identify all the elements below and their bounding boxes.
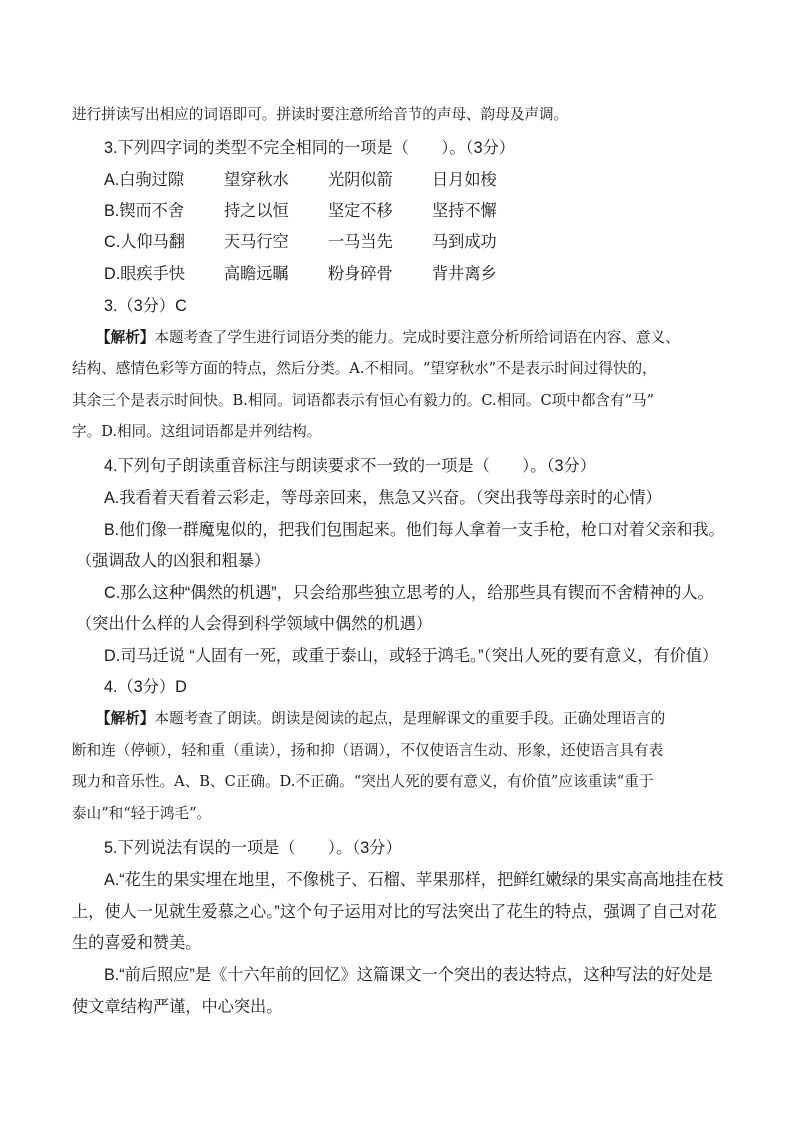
question-5-option-a-cont-2: 生的喜爱和赞美。 xyxy=(72,934,202,952)
option-d-1: D.眼疾手快 xyxy=(104,265,185,283)
option-d-3: 粉身碎骨 xyxy=(328,265,393,283)
question-4: 4.下列句子朗读重音标注与朗读要求不一致的一项是（ ）。（3分） xyxy=(104,457,596,475)
analysis-text: 本题考查了学生进行词语分类的能力。完成时要注意分析所给词语在内容、意义、 xyxy=(154,329,680,346)
question-3: 3.下列四字词的类型不完全相同的一项是（ ）。（3分） xyxy=(104,139,515,157)
question-4-option-b: B.他们像一群魔鬼似的，把我们包围起来。他们每人拿着一支手枪，枪口对着父亲和我。 xyxy=(104,521,725,539)
analysis-3-line-3: 其余三个是表示时间快。B.相同。词语都表示有恒心有毅力的。C.相同。C项中都含有“马” xyxy=(72,392,655,409)
question-5-option-b-cont: 使文章结构严谨，中心突出。 xyxy=(72,998,283,1016)
question-5-option-a: A.“花生的果实埋在地里，不像桃子、石榴、苹果那样，把鲜红嫩绿的果实高高地挂在枝 xyxy=(104,871,724,889)
question-4-option-c-note: （突出什么样的人会得到科学领域中偶然的机遇） xyxy=(76,615,433,633)
option-b-4: 坚持不懈 xyxy=(432,202,497,220)
option-a-2: 望穿秋水 xyxy=(224,171,289,189)
option-c-3: 一马当先 xyxy=(328,233,393,251)
analysis-3-line-1 xyxy=(96,326,680,347)
option-b-1: B.锲而不舍 xyxy=(104,202,185,220)
question-5-option-b: B.“前后照应”是《十六年前的回忆》这篇课文一个突出的表达特点，这种写法的好处是 xyxy=(104,966,713,984)
option-c-4: 马到成功 xyxy=(432,233,497,251)
option-a-3: 光阴似箭 xyxy=(328,171,393,189)
option-b-3: 坚定不移 xyxy=(328,202,393,220)
analysis-label: 【解析】 xyxy=(96,329,155,346)
question-4-option-d: D.司马迁说 “人固有一死，或重于泰山，或轻于鸿毛。”（突出人死的要有意义，有价值） xyxy=(104,647,719,665)
analysis-4-line-2: 断和连（停顿），轻和重（重读），扬和抑（语调），不仅使语言生动、形象，还使语言具有表 xyxy=(72,742,664,759)
answer-3: 3.（3分）C xyxy=(104,297,187,315)
question-4-option-b-note: （强调敌人的凶狠和粗暴） xyxy=(76,552,271,570)
analysis-4-line-4: 泰山”和“轻于鸿毛”。 xyxy=(72,805,212,822)
option-c-2: 天马行空 xyxy=(224,233,289,251)
question-5-option-a-cont-1: 上，使人一见就生爱慕之心。”这个句子运用对比的写法突出了花生的特点，强调了自己对花 xyxy=(72,903,717,921)
question-4-option-a: A.我看着天看着云彩走，等母亲回来，焦急又兴奋。（突出我等母亲时的心情） xyxy=(104,489,662,507)
analysis-3-line-2: 结构、感情色彩等方面的特点，然后分类。A.不相同。“望穿秋水”不是表示时间过得快的， xyxy=(72,360,657,377)
analysis-4-line-3: 现力和音乐性。A、B、C正确。D.不正确。“突出人死的要有意义，有价值”应该重读“重于 xyxy=(72,773,654,790)
option-b-2: 持之以恒 xyxy=(224,202,289,220)
question-5: 5.下列说法有误的一项是（ ）。（3分） xyxy=(104,839,402,857)
analysis-3-line-4: 字。D.相同。这组词语都是并列结构。 xyxy=(72,423,322,440)
analysis-4-line-1 xyxy=(96,707,665,728)
option-c-1: C.人仰马翻 xyxy=(104,233,185,251)
text-line: 进行拼读写出相应的词语即可。拼读时要注意所给音节的声母、韵母及声调。 xyxy=(72,106,569,123)
analysis-label: 【解析】 xyxy=(96,710,155,727)
option-a-4: 日月如梭 xyxy=(432,171,497,189)
question-4-option-c: C.那么这种“偶然的机遇”，只会给那些独立思考的人，给那些具有锲而不舍精神的人。 xyxy=(104,584,714,602)
answer-4: 4.（3分）D xyxy=(104,678,187,696)
analysis-text: 本题考查了朗读。朗读是阅读的起点，是理解课文的重要手段。正确处理语言的 xyxy=(154,710,666,727)
option-d-2: 高瞻远瞩 xyxy=(224,265,289,283)
option-d-4: 背井离乡 xyxy=(432,265,497,283)
option-a-1: A.白驹过隙 xyxy=(104,171,185,189)
